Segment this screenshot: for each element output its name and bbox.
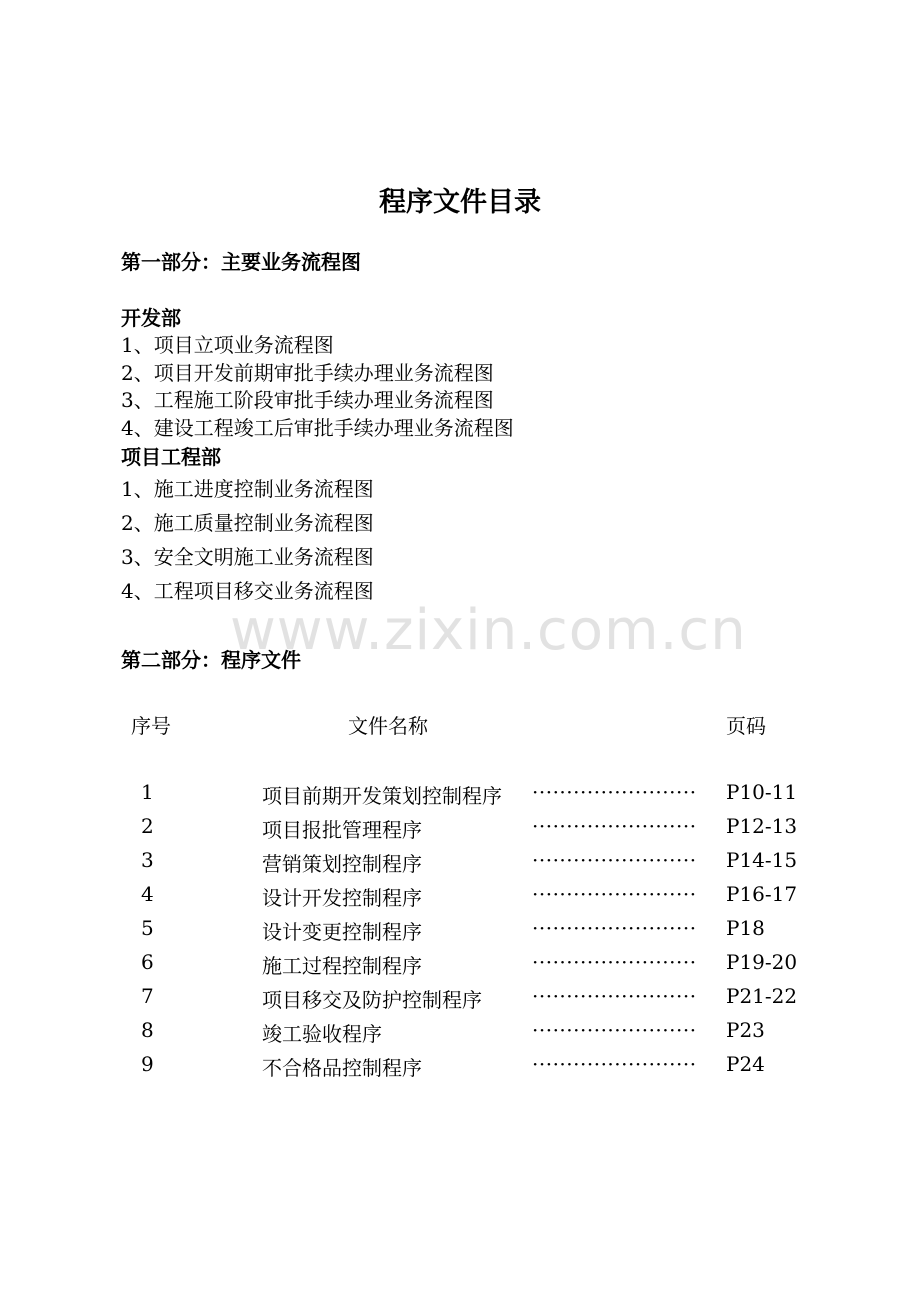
row-seq: 8: [141, 1018, 154, 1042]
row-name: 设计开发控制程序: [262, 886, 422, 910]
list-item: 4、工程项目移交业务流程图: [121, 579, 374, 603]
part1-heading: 第一部分：主要业务流程图: [121, 250, 361, 274]
row-seq: 6: [141, 950, 154, 974]
table-row: [0, 882, 920, 916]
column-header-page: 页码: [726, 714, 766, 738]
list-item: 2、施工质量控制业务流程图: [121, 511, 374, 535]
table-row: [0, 814, 920, 848]
list-item: 4、建设工程竣工后审批手续办理业务流程图: [121, 416, 514, 440]
row-seq: 3: [141, 848, 154, 872]
list-item: 3、安全文明施工业务流程图: [121, 545, 374, 569]
row-page: P24: [726, 1052, 765, 1076]
row-page: P10-11: [726, 780, 798, 804]
row-seq: 2: [141, 814, 154, 838]
leader-dots: ························: [532, 950, 697, 974]
row-name: 不合格品控制程序: [262, 1056, 422, 1080]
row-seq: 7: [141, 984, 154, 1008]
row-page: P19-20: [726, 950, 798, 974]
column-header-seq: 序号: [131, 714, 171, 738]
row-seq: 5: [141, 916, 154, 940]
list-item: 1、项目立项业务流程图: [121, 333, 334, 357]
watermark: www.zixin.com.cn: [230, 598, 747, 663]
row-page: P18: [726, 916, 765, 940]
leader-dots: ························: [532, 780, 697, 804]
table-row: [0, 1052, 920, 1086]
leader-dots: ························: [532, 882, 697, 906]
row-name: 设计变更控制程序: [262, 920, 422, 944]
row-name: 项目报批管理程序: [262, 818, 422, 842]
leader-dots: ························: [532, 1052, 697, 1076]
row-seq: 9: [141, 1052, 154, 1076]
list-item: 2、项目开发前期审批手续办理业务流程图: [121, 361, 494, 385]
table-row: [0, 916, 920, 950]
page-title: 程序文件目录: [379, 187, 541, 218]
row-name: 竣工验收程序: [262, 1022, 382, 1046]
table-row: [0, 1018, 920, 1052]
row-page: P23: [726, 1018, 765, 1042]
row-seq: 4: [141, 882, 154, 906]
leader-dots: ························: [532, 916, 697, 940]
row-page: P16-17: [726, 882, 798, 906]
row-page: P14-15: [726, 848, 798, 872]
leader-dots: ························: [532, 1018, 697, 1042]
section-heading-engineering: 项目工程部: [121, 445, 221, 469]
row-page: P12-13: [726, 814, 798, 838]
leader-dots: ························: [532, 848, 697, 872]
leader-dots: ························: [532, 814, 697, 838]
row-name: 营销策划控制程序: [262, 852, 422, 876]
list-item: 3、工程施工阶段审批手续办理业务流程图: [121, 388, 494, 412]
list-item: 1、施工进度控制业务流程图: [121, 477, 374, 501]
table-row: [0, 984, 920, 1018]
leader-dots: ························: [532, 984, 697, 1008]
table-row: [0, 950, 920, 984]
row-name: 项目前期开发策划控制程序: [262, 784, 502, 808]
section-heading-development: 开发部: [121, 306, 181, 330]
row-seq: 1: [141, 780, 154, 804]
table-row: [0, 780, 920, 814]
table-row: [0, 848, 920, 882]
column-header-name: 文件名称: [348, 714, 428, 738]
row-name: 施工过程控制程序: [262, 954, 422, 978]
row-page: P21-22: [726, 984, 798, 1008]
part2-heading: 第二部分：程序文件: [121, 648, 301, 672]
row-name: 项目移交及防护控制程序: [262, 988, 482, 1012]
